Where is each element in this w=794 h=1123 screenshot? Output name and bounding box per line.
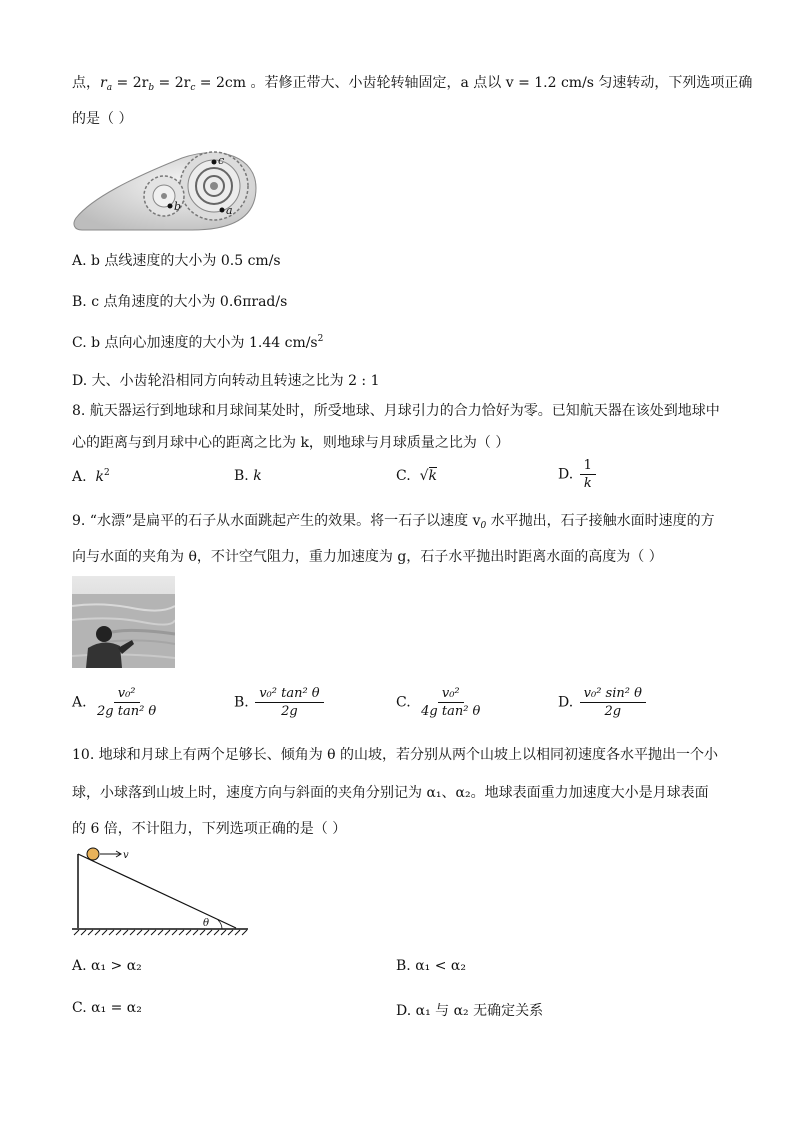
q10-option-a[interactable]: A. α₁ > α₂ xyxy=(72,958,142,974)
q7-option-c[interactable]: C. b 点向心加速度的大小为 1.44 $cm/s^2$ xyxy=(72,334,324,351)
q10-stem-line2: 球，小球落到山坡上时，速度方向与斜面的夹角分别记为 α₁、α₂。地球表面重力加速度大小是月球表面 xyxy=(72,785,709,801)
q7-option-b[interactable]: B. c 点角速度的大小为 0.6πrad/s xyxy=(72,294,288,310)
q7-option-a[interactable]: A. b 点线速度的大小为 0.5 cm/s xyxy=(72,253,281,269)
q10-stem-line1: 10. 地球和月球上有两个足够长、倾角为 θ 的山坡，若分别从两个山坡上以相同初速度各水平抛出一个小 xyxy=(72,747,719,763)
q10-option-b[interactable]: B. α₁ < α₂ xyxy=(396,958,466,974)
q8-option-b[interactable]: B. k xyxy=(234,468,262,484)
stone-skipping-photo xyxy=(72,576,175,668)
correction-tape-figure xyxy=(72,148,258,234)
q10-stem-line3: 的 6 倍，不计阻力，下列选项正确的是（ ） xyxy=(72,821,347,837)
incline-figure xyxy=(72,842,252,938)
q10-option-c[interactable]: C. α₁ = α₂ xyxy=(72,1000,142,1016)
q9-stem-line1: 9. “水漂”是扁平的石子从水面跳起产生的效果。将一石子以速度 $v_0$ 水平抛出，石子接触水面时速度的方 xyxy=(72,513,715,531)
sqrt-symbol: √ xyxy=(419,468,429,484)
q9-option-a[interactable]: A. $\frac{\text{v₀²}}{\text{2g tan² θ}}$ xyxy=(72,686,157,719)
q8-stem-line2: 心的距离与到月球中心的距离之比为 k，则地球与月球质量之比为（ ） xyxy=(72,435,510,451)
q9-option-d[interactable]: D. $\frac{\text{v₀² sin² θ}}{2g}$ xyxy=(558,686,648,719)
q10-option-d[interactable]: D. α₁ 与 α₂ 无确定关系 xyxy=(396,1003,544,1019)
svg-text:c: c xyxy=(218,154,225,167)
q9-stem-line2: 向与水面的夹角为 θ，不计空气阻力，重力加速度为 g，石子水平抛出时距离水面的高度为（ ） xyxy=(72,549,663,565)
svg-text:a: a xyxy=(226,204,233,217)
q7-stem-line1: 点，$r_a = 2r_b = 2r_c = 2cm$ 。若修正带大、小齿轮转轴固定，a 点以 v = 1.2 cm/s 匀速转动，下列选项正确 xyxy=(72,75,753,93)
q8-option-c[interactable]: C. √k xyxy=(396,468,437,484)
svg-text:θ: θ xyxy=(203,918,210,929)
q9-option-c[interactable]: C. $\frac{\text{v₀²}}{\text{4g tan² θ}}$ xyxy=(396,686,481,719)
svg-text:v: v xyxy=(123,850,129,861)
q8-option-d[interactable]: D. $\frac{1}{k}$ xyxy=(558,458,598,491)
svg-text:b: b xyxy=(174,200,182,213)
q7-option-d[interactable]: D. 大、小齿轮沿相同方向转动且转速之比为 2 : 1 xyxy=(72,373,380,389)
q8-stem-line1: 8. 航天器运行到地球和月球间某处时，所受地球、月球引力的合力恰好为零。已知航天器在该处到地球中 xyxy=(72,403,720,419)
q7-stem-line2: 的是（ ） xyxy=(72,111,133,127)
q8-option-a[interactable]: A. $k^2$ xyxy=(72,468,110,485)
q9-option-b[interactable]: B. $\frac{\text{v₀² tan² θ}}{2g}$ xyxy=(234,686,326,719)
